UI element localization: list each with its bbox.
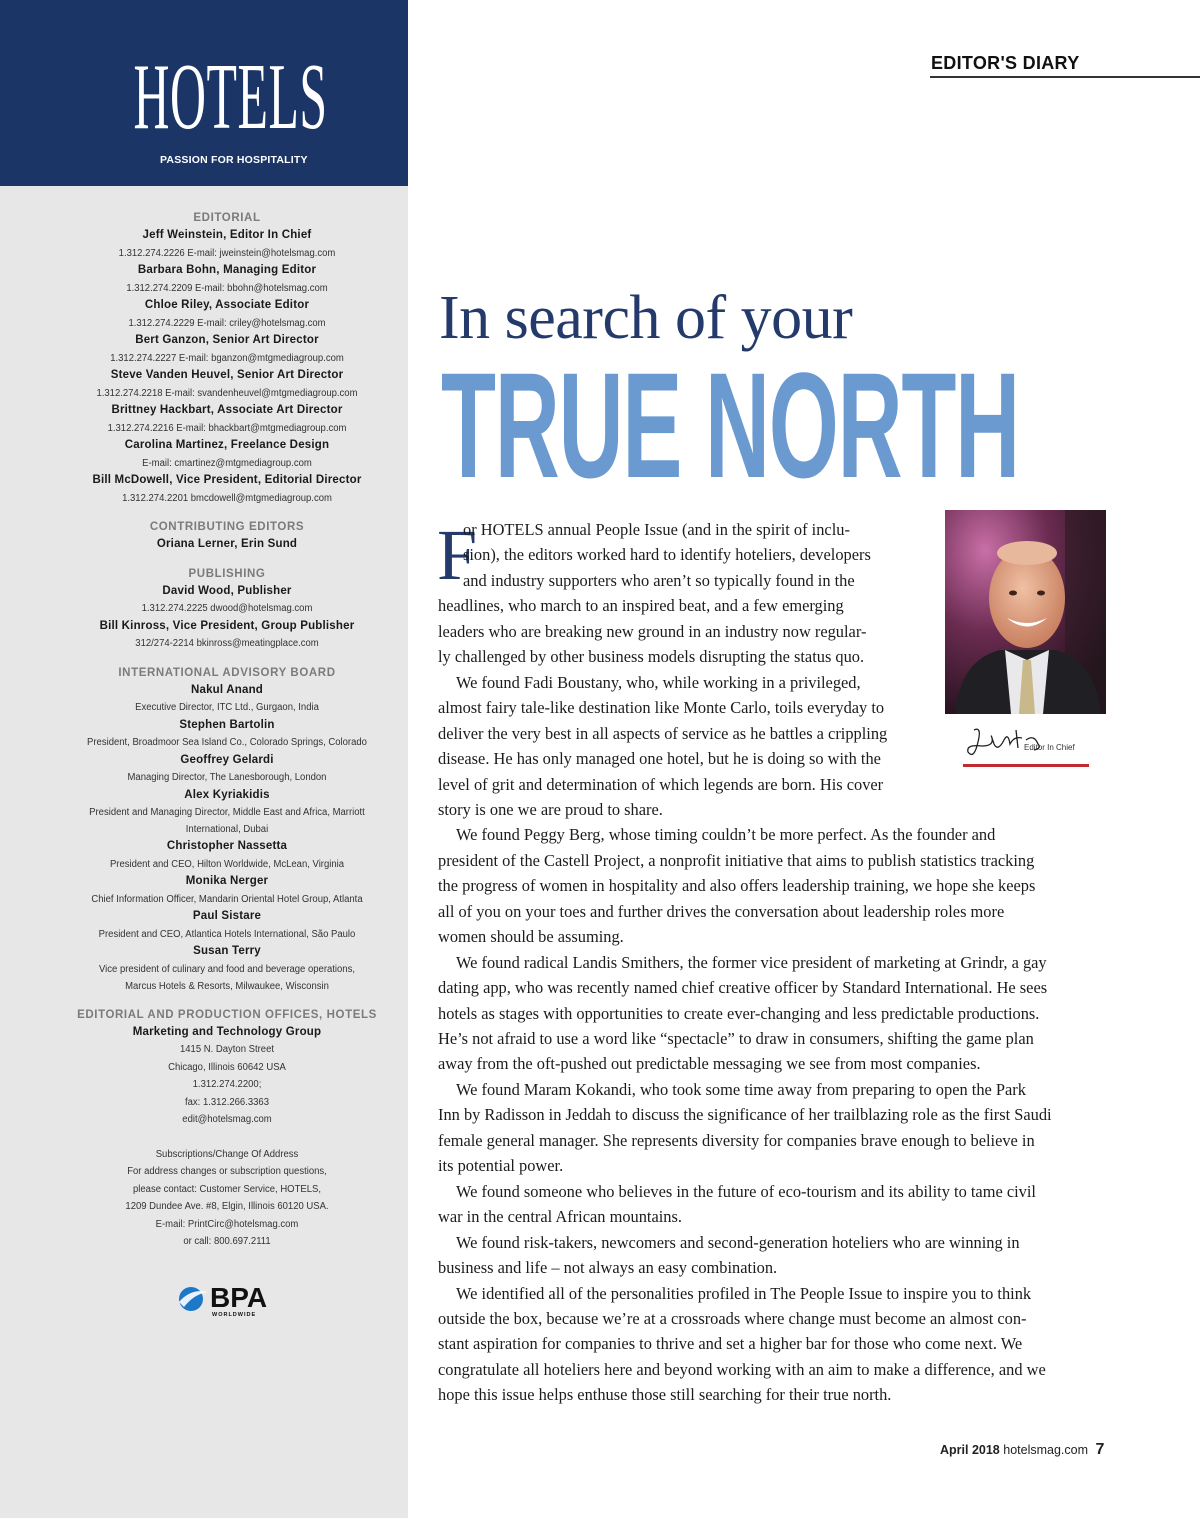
office-address-line: Chicago, Illinois 60642 USA — [168, 1061, 286, 1073]
headline-kicker: In search of your — [439, 284, 853, 352]
section-heading-contributing: CONTRIBUTING EDITORS — [149, 521, 305, 533]
staff-name: Carolina Martinez, Freelance Design — [124, 439, 330, 451]
body-line: dating app, who was recently named chief creative officer by Standard International. He sees — [438, 978, 1048, 998]
staff-contact: 1.312.274.2209 E-mail: bbohn@hotelsmag.com — [126, 282, 328, 294]
advisor-name: Susan Terry — [193, 945, 261, 957]
section-heading-editorial: EDITORIAL — [193, 212, 261, 224]
staff-listing — [40, 210, 414, 1251]
editor-portrait-photo — [945, 510, 1106, 714]
section-heading-offices: EDITORIAL AND PRODUCTION OFFICES, HOTELS — [77, 1008, 377, 1021]
body-line: We found someone who believes in the future of eco-tourism and its ability to tame civil — [456, 1181, 1036, 1201]
body-line: We found risk-takers, newcomers and second-generation hoteliers who are winning in — [456, 1232, 1020, 1252]
advisor-title: President and Managing Director, Middle East and Africa, Marriott International, Dubai — [89, 807, 365, 835]
staff-contact: 1.312.274.2226 E-mail: jweinstein@hotelsmag.com — [118, 247, 336, 259]
section-heading-advisory: INTERNATIONAL ADVISORY BOARD — [118, 666, 336, 679]
advisor-title: Vice president of culinary and food and beverage operations, Marcus Hotels & Resorts, Milwaukee, Wisconsin — [99, 963, 355, 992]
body-line: We found Fadi Boustany, who, while working in a privileged, — [456, 672, 861, 692]
page-number: 7 — [1095, 1441, 1105, 1458]
body-line: deliver the very best in all aspects of service as he battles a crippling — [438, 723, 888, 743]
svg-text:WORLDWIDE: WORLDWIDE — [212, 1312, 257, 1318]
masthead — [0, 0, 408, 186]
advisor-name: Paul Sistare — [192, 910, 262, 922]
body-line: sion), the editors worked hard to identify hoteliers, developers — [463, 545, 871, 565]
footer-issue-date: April 2018 — [940, 1443, 1000, 1457]
body-line: story is one we are proud to share. — [438, 799, 663, 819]
body-line: congratulate all hoteliers here and beyond working with an aim to make a difference, and we — [438, 1359, 1046, 1379]
advisor-title: President and CEO, Hilton Worldwide, McLean, Virginia — [109, 858, 345, 870]
body-line: president of the Castell Project, a nonprofit initiative that aims to publish statistics tracking — [438, 850, 1035, 870]
subscriptions-line: E-mail: PrintCirc@hotelsmag.com — [155, 1218, 299, 1230]
body-line: level of grit and determination of which legends are born. His cover — [438, 774, 884, 794]
body-line: We found Peggy Berg, whose timing couldn’t be more perfect. As the founder and — [456, 825, 996, 845]
body-line: headlines, who march to an inspired beat, and a few emerging — [438, 596, 844, 616]
body-line: female general manager. She represents diversity for companies brave enough to believe in — [438, 1130, 1035, 1150]
advisor-title: Executive Director, ITC Ltd., Gurgaon, India — [135, 702, 319, 713]
body-line: all of you on your toes and further drives the conversation about leadership roles more — [438, 901, 1005, 921]
advisor-name: Geoffrey Gelardi — [180, 753, 274, 766]
advisor-title: President and CEO, Atlantica Hotels International, São Paulo — [98, 928, 356, 940]
office-address-line: 1415 N. Dayton Street — [179, 1044, 274, 1055]
masthead-tagline: PASSION FOR HOSPITALITY — [160, 154, 308, 166]
body-line: We identified all of the personalities profiled in The People Issue to inspire you to think — [456, 1283, 1032, 1303]
signature-caption: Editor In Chief — [1024, 743, 1075, 752]
advisor-name: Nakul Anand — [190, 683, 264, 696]
section-heading-publishing: PUBLISHING — [188, 567, 266, 580]
signature-rule — [963, 764, 1089, 767]
advisor-name: Christopher Nassetta — [166, 840, 288, 852]
staff-contact: E-mail: cmartinez@mtgmediagroup.com — [142, 457, 312, 469]
advisor-title: Managing Director, The Lanesborough, London — [127, 772, 327, 783]
staff-contact: 1.312.274.2225 dwood@hotelsmag.com — [141, 603, 313, 614]
staff-name: Jeff Weinstein, Editor In Chief — [142, 229, 312, 241]
contributing-names: Oriana Lerner, Erin Sund — [156, 538, 298, 550]
body-line: away from the oft-pushed out predictable messaging we see from most companies. — [438, 1054, 981, 1074]
staff-contact: 1.312.274.2218 E-mail: svandenheuvel@mtgmediagroup.com — [96, 387, 358, 399]
drop-cap: F — [437, 515, 478, 595]
body-line: women should be assuming. — [438, 927, 624, 947]
body-line: We found Maram Kokandi, who took some time away from preparing to open the Park — [456, 1079, 1026, 1099]
advisor-name: Stephen Bartolin — [179, 718, 275, 731]
staff-name: Bill McDowell, Vice President, Editorial Director — [92, 474, 362, 486]
body-line: and industry supporters who aren’t so typically found in the — [463, 570, 855, 590]
subscriptions-line: please contact: Customer Service, HOTELS, — [133, 1183, 321, 1195]
subscriptions-line: or call: 800.697.2111 — [183, 1236, 271, 1247]
body-line: or HOTELS annual People Issue (and in the spirit of inclu- — [463, 520, 850, 539]
body-line: We found radical Landis Smithers, the former vice president of marketing at Grindr, a gay — [456, 952, 1047, 972]
office-fax: fax: 1.312.266.3363 — [184, 1096, 269, 1108]
subscriptions-line: Subscriptions/Change Of Address — [155, 1148, 299, 1160]
body-line: its potential power. — [438, 1156, 564, 1176]
staff-name: David Wood, Publisher — [162, 584, 292, 597]
office-email: edit@hotelsmag.com — [182, 1114, 272, 1125]
advisor-name: Alex Kyriakidis — [184, 788, 270, 801]
staff-name: Bill Kinross, Vice President, Group Publisher — [99, 619, 355, 632]
body-line: disease. He has only managed one hotel, but he is doing so with the — [438, 749, 881, 769]
staff-contact: 312/274-2214 bkinross@meatingplace.com — [135, 638, 319, 649]
staff-sidebar — [0, 0, 408, 1518]
body-line: outside the box, because we’re at a crossroads where change must become an almost con- — [438, 1308, 1027, 1328]
body-line: He’s not afraid to use a word like “spectacle” to draw in consumers, shifting the game plan — [438, 1029, 1034, 1048]
staff-name: Barbara Bohn, Managing Editor — [137, 264, 317, 276]
staff-contact: 1.312.274.2201 bmcdowell@mtgmediagroup.com — [122, 492, 332, 504]
body-line: war in the central African mountains. — [438, 1207, 682, 1227]
body-line: Inn by Radisson in Jeddah to discuss the significance of her trailblazing role as the first Saudi — [438, 1105, 1052, 1125]
staff-name: Brittney Hackbart, Associate Art Director — [111, 404, 343, 416]
svg-text:BPA: BPA — [210, 1282, 268, 1313]
office-phone: 1.312.274.2200; — [192, 1079, 262, 1090]
office-name: Marketing and Technology Group — [132, 1025, 322, 1038]
staff-name: Chloe Riley, Associate Editor — [144, 299, 310, 311]
body-line: ly challenged by other business models disrupting the status quo. — [438, 647, 865, 667]
advisor-title: Chief Information Officer, Mandarin Oriental Hotel Group, Atlanta — [91, 893, 363, 905]
hotels-logo: HOTELS — [133, 45, 328, 149]
staff-contact: 1.312.274.2227 E-mail: bganzon@mtgmediagroup.com — [110, 352, 344, 364]
staff-name: Steve Vanden Heuvel, Senior Art Director — [110, 369, 344, 381]
advisor-title: President, Broadmoor Sea Island Co., Colorado Springs, Colorado — [87, 737, 367, 748]
subscriptions-line: For address changes or subscription questions, — [127, 1166, 327, 1177]
body-line: stant aspiration for companies to thrive and set a higher bar for those who come next. We — [438, 1334, 1023, 1354]
advisor-name: Monika Nerger — [185, 875, 269, 887]
body-line: the progress of women in hospitality and also offers leadership training, we hope she keeps — [438, 876, 1036, 896]
body-line: hope this issue helps enthuse those still searching for their true north. — [438, 1385, 892, 1405]
page-footer — [940, 1441, 1104, 1459]
section-label: EDITOR'S DIARY — [931, 53, 1080, 73]
body-line: hotels as stages with opportunities to create ever-changing and less predictable productions. — [438, 1003, 1040, 1023]
bpa-worldwide-logo — [176, 1280, 276, 1320]
body-line: almost fairy tale-like destination like Monte Carlo, toils everyday to — [438, 698, 885, 718]
headline: TRUE NORTH — [441, 341, 1019, 509]
subscriptions-line: 1209 Dundee Ave. #8, Elgin, Illinois 60120 USA. — [125, 1201, 329, 1212]
staff-contact: 1.312.274.2216 E-mail: bhackbart@mtgmediagroup.com — [107, 422, 347, 434]
staff-name: Bert Ganzon, Senior Art Director — [135, 334, 319, 346]
footer-website: hotelsmag.com — [1003, 1443, 1089, 1457]
body-line: leaders who are breaking new ground in an industry now regular- — [438, 621, 867, 641]
header-rule — [930, 76, 1200, 78]
staff-contact: 1.312.274.2229 E-mail: criley@hotelsmag.com — [128, 317, 326, 329]
body-line: business and life – not always an easy combination. — [438, 1258, 778, 1278]
